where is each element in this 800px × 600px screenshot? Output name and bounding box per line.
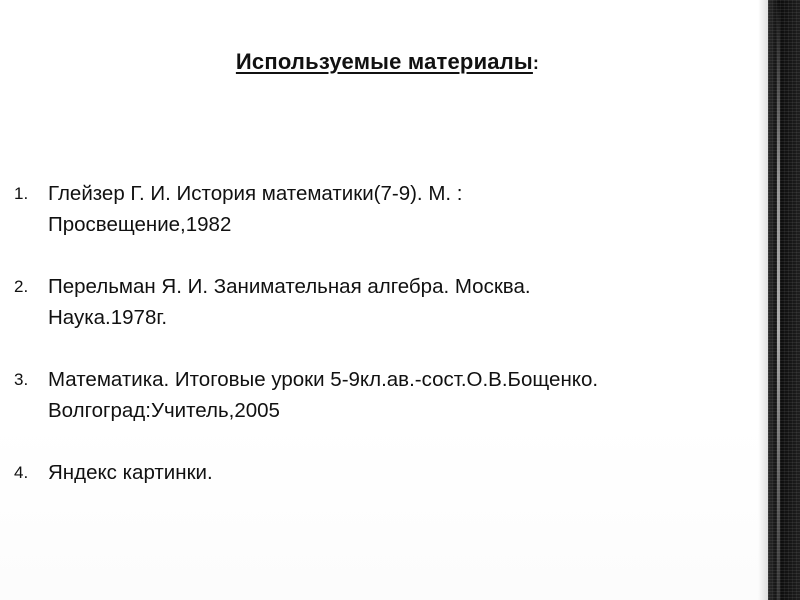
reference-text: Глейзер Г. И. История математики(7-9). М. : Просвещение,1982 <box>48 182 463 236</box>
reference-number: 4. <box>14 463 29 482</box>
reference-item <box>14 178 764 240</box>
reference-number: 3. <box>14 370 29 389</box>
reference-item <box>14 457 764 488</box>
decorative-edge-strip <box>768 0 800 600</box>
slide-title-colon: : <box>532 53 540 73</box>
edge-shadow <box>758 0 768 600</box>
reference-number: 2. <box>14 277 29 296</box>
reference-number: 1. <box>14 184 29 203</box>
slide-title <box>0 49 775 75</box>
reference-text: Перельман Я. И. Занимательная алгебра. Москва. Наука.1978г. <box>48 275 531 329</box>
reference-list <box>14 178 764 519</box>
reference-text: Яндекс картинки. <box>48 461 213 484</box>
edge-highlight <box>777 0 780 600</box>
reference-item <box>14 364 764 426</box>
reference-text: Математика. Итоговые уроки 5-9кл.ав.-сост.О.В.Бощенко. Волгоград:Учитель,2005 <box>48 368 599 422</box>
reference-item <box>14 271 764 333</box>
slide-title-text: Используемые материалы <box>235 49 533 74</box>
